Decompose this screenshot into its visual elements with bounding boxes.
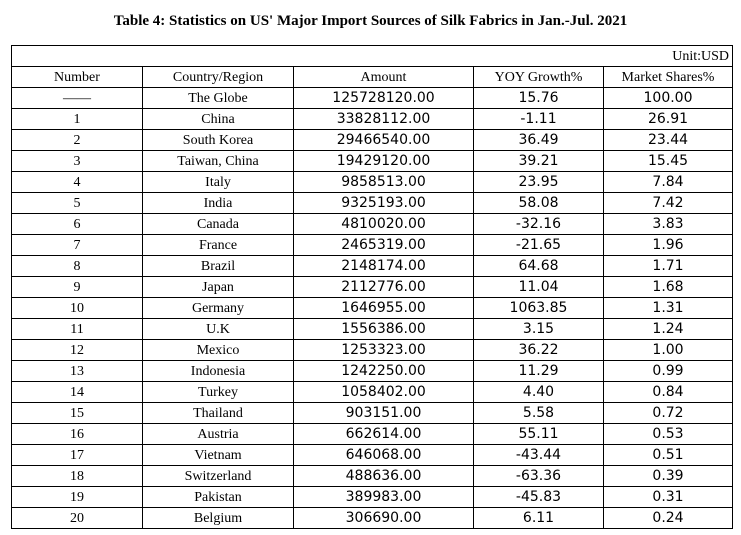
cell-amount: 125728120.00	[294, 88, 474, 109]
cell-yoy: 36.22	[474, 340, 604, 361]
cell-yoy: 6.11	[474, 508, 604, 529]
cell-amount: 4810020.00	[294, 214, 474, 235]
cell-amount: 29466540.00	[294, 130, 474, 151]
cell-country: China	[143, 109, 294, 130]
table-row	[12, 214, 733, 235]
table-row	[12, 445, 733, 466]
table-row	[12, 298, 733, 319]
cell-country: Germany	[143, 298, 294, 319]
cell-yoy: 39.21	[474, 151, 604, 172]
cell-number: 7	[12, 235, 143, 256]
cell-number: 9	[12, 277, 143, 298]
table-row	[12, 508, 733, 529]
header-share: Market Shares%	[604, 67, 733, 88]
cell-number: 2	[12, 130, 143, 151]
cell-yoy: 1063.85	[474, 298, 604, 319]
cell-share: 1.96	[604, 235, 733, 256]
cell-number: 8	[12, 256, 143, 277]
cell-yoy: 11.04	[474, 277, 604, 298]
cell-yoy: 23.95	[474, 172, 604, 193]
cell-country: Canada	[143, 214, 294, 235]
cell-yoy: 15.76	[474, 88, 604, 109]
cell-country: Vietnam	[143, 445, 294, 466]
cell-number: 5	[12, 193, 143, 214]
cell-number: ——	[12, 88, 143, 109]
table-row	[12, 172, 733, 193]
header-number: Number	[12, 67, 143, 88]
cell-share: 26.91	[604, 109, 733, 130]
cell-country: Mexico	[143, 340, 294, 361]
cell-share: 23.44	[604, 130, 733, 151]
cell-country: India	[143, 193, 294, 214]
cell-country: Indonesia	[143, 361, 294, 382]
cell-country: Brazil	[143, 256, 294, 277]
cell-yoy: 55.11	[474, 424, 604, 445]
table-row	[12, 382, 733, 403]
cell-number: 1	[12, 109, 143, 130]
unit-row	[12, 46, 733, 67]
cell-yoy: 4.40	[474, 382, 604, 403]
cell-yoy: -21.65	[474, 235, 604, 256]
cell-amount: 488636.00	[294, 466, 474, 487]
cell-number: 13	[12, 361, 143, 382]
header-yoy: YOY Growth%	[474, 67, 604, 88]
cell-number: 11	[12, 319, 143, 340]
cell-country: France	[143, 235, 294, 256]
cell-amount: 9858513.00	[294, 172, 474, 193]
table-row	[12, 424, 733, 445]
cell-share: 7.42	[604, 193, 733, 214]
cell-yoy: 58.08	[474, 193, 604, 214]
cell-amount: 33828112.00	[294, 109, 474, 130]
table-row	[12, 340, 733, 361]
cell-share: 0.72	[604, 403, 733, 424]
cell-amount: 19429120.00	[294, 151, 474, 172]
unit-label: Unit:USD	[12, 46, 733, 67]
cell-number: 14	[12, 382, 143, 403]
table-row	[12, 487, 733, 508]
cell-number: 3	[12, 151, 143, 172]
cell-amount: 306690.00	[294, 508, 474, 529]
cell-share: 0.53	[604, 424, 733, 445]
cell-number: 16	[12, 424, 143, 445]
cell-number: 4	[12, 172, 143, 193]
cell-share: 0.84	[604, 382, 733, 403]
cell-yoy: 5.58	[474, 403, 604, 424]
cell-yoy: -1.11	[474, 109, 604, 130]
cell-country: Italy	[143, 172, 294, 193]
cell-country: Austria	[143, 424, 294, 445]
table-row	[12, 109, 733, 130]
table-row	[12, 466, 733, 487]
cell-share: 0.31	[604, 487, 733, 508]
cell-amount: 646068.00	[294, 445, 474, 466]
cell-number: 19	[12, 487, 143, 508]
cell-amount: 1646955.00	[294, 298, 474, 319]
cell-yoy: 11.29	[474, 361, 604, 382]
cell-share: 0.99	[604, 361, 733, 382]
cell-amount: 903151.00	[294, 403, 474, 424]
table-row	[12, 151, 733, 172]
cell-share: 0.39	[604, 466, 733, 487]
cell-share: 1.68	[604, 277, 733, 298]
cell-share: 1.24	[604, 319, 733, 340]
cell-number: 15	[12, 403, 143, 424]
cell-amount: 662614.00	[294, 424, 474, 445]
cell-number: 6	[12, 214, 143, 235]
cell-amount: 2112776.00	[294, 277, 474, 298]
cell-share: 1.31	[604, 298, 733, 319]
cell-share: 3.83	[604, 214, 733, 235]
cell-country: Pakistan	[143, 487, 294, 508]
cell-yoy: 36.49	[474, 130, 604, 151]
cell-share: 100.00	[604, 88, 733, 109]
import-sources-table	[11, 45, 733, 529]
cell-country: Taiwan, China	[143, 151, 294, 172]
cell-country: Switzerland	[143, 466, 294, 487]
cell-country: Japan	[143, 277, 294, 298]
table-row	[12, 403, 733, 424]
table-body	[12, 88, 733, 529]
cell-yoy: 3.15	[474, 319, 604, 340]
cell-country: South Korea	[143, 130, 294, 151]
cell-amount: 1058402.00	[294, 382, 474, 403]
cell-share: 0.24	[604, 508, 733, 529]
header-amount: Amount	[294, 67, 474, 88]
table-row	[12, 235, 733, 256]
cell-number: 20	[12, 508, 143, 529]
cell-amount: 9325193.00	[294, 193, 474, 214]
cell-share: 7.84	[604, 172, 733, 193]
cell-country: Belgium	[143, 508, 294, 529]
table-row	[12, 130, 733, 151]
header-row	[12, 67, 733, 88]
cell-country: Thailand	[143, 403, 294, 424]
cell-number: 12	[12, 340, 143, 361]
table-row	[12, 277, 733, 298]
cell-amount: 1242250.00	[294, 361, 474, 382]
cell-amount: 1556386.00	[294, 319, 474, 340]
table-row	[12, 319, 733, 340]
table-title: Table 4: Statistics on US' Major Import Sources of Silk Fabrics in Jan.-Jul. 2021	[113, 13, 628, 29]
table-row	[12, 193, 733, 214]
cell-amount: 2465319.00	[294, 235, 474, 256]
cell-yoy: -63.36	[474, 466, 604, 487]
cell-country: The Globe	[143, 88, 294, 109]
cell-number: 18	[12, 466, 143, 487]
cell-yoy: -32.16	[474, 214, 604, 235]
cell-share: 0.51	[604, 445, 733, 466]
table-row	[12, 361, 733, 382]
cell-number: 10	[12, 298, 143, 319]
cell-share: 1.00	[604, 340, 733, 361]
table-row	[12, 88, 733, 109]
table-row	[12, 256, 733, 277]
cell-yoy: -45.83	[474, 487, 604, 508]
cell-amount: 389983.00	[294, 487, 474, 508]
cell-yoy: 64.68	[474, 256, 604, 277]
cell-amount: 2148174.00	[294, 256, 474, 277]
cell-yoy: -43.44	[474, 445, 604, 466]
cell-number: 17	[12, 445, 143, 466]
cell-share: 15.45	[604, 151, 733, 172]
cell-amount: 1253323.00	[294, 340, 474, 361]
header-country: Country/Region	[143, 67, 294, 88]
cell-country: U.K	[143, 319, 294, 340]
cell-country: Turkey	[143, 382, 294, 403]
cell-share: 1.71	[604, 256, 733, 277]
